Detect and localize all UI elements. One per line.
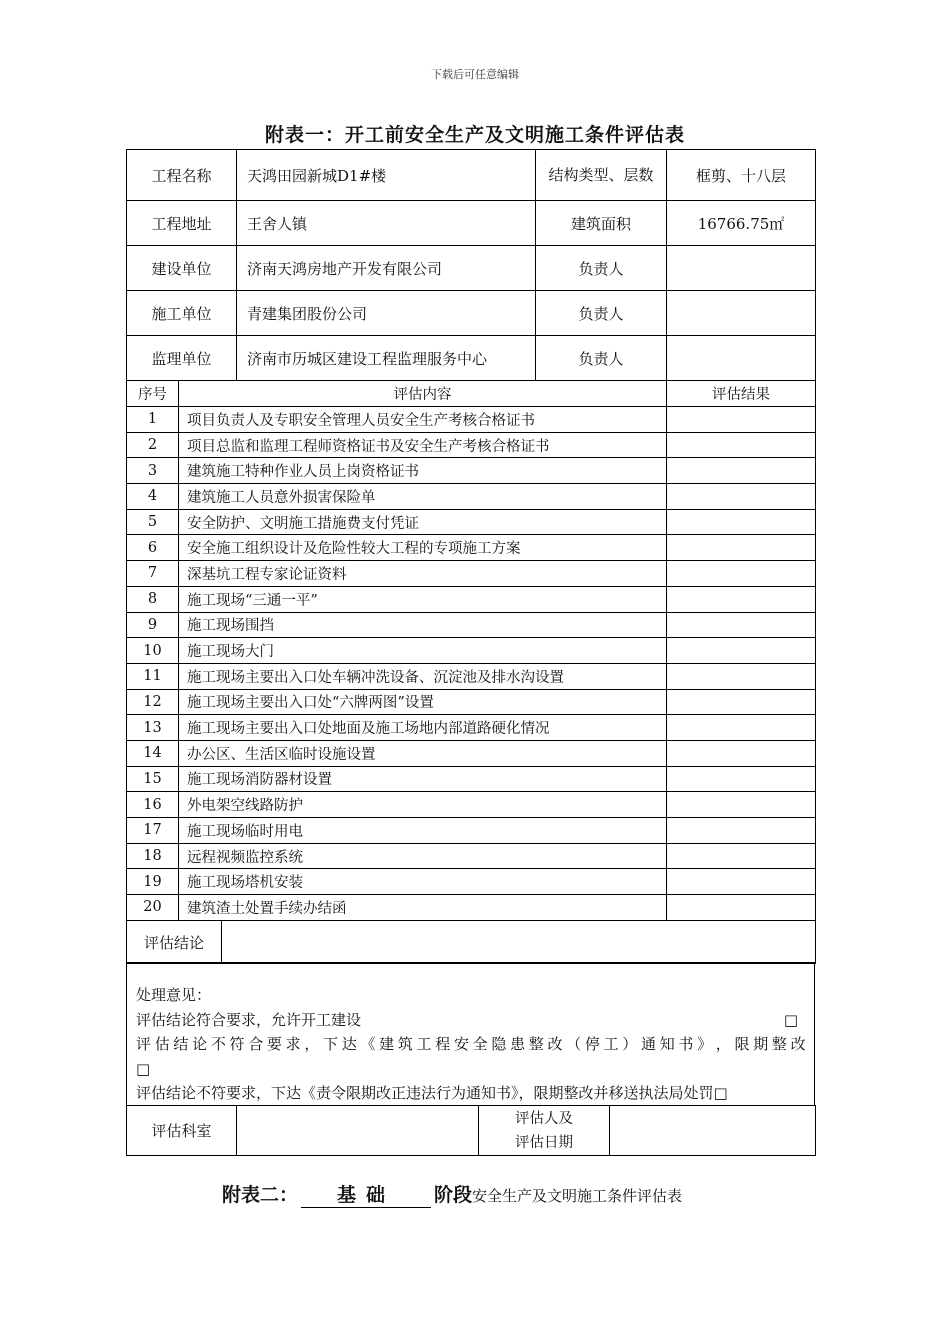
project-info-table <box>126 149 816 381</box>
item-content: 建筑施工特种作业人员上岗资格证书 <box>179 458 667 484</box>
item-content: 施工现场大门 <box>179 638 667 664</box>
item-number: 2 <box>127 432 179 458</box>
item-content: 施工现场消防器材设置 <box>179 766 667 792</box>
assessor-label-line1: 评估人及 <box>515 1110 573 1127</box>
opinion-option-2-char: 改 <box>790 1035 806 1053</box>
item-number: 19 <box>127 869 179 895</box>
conclusion-table <box>126 920 816 964</box>
opinion-option-2-char: 结 <box>173 1035 189 1053</box>
item-result[interactable] <box>667 792 816 818</box>
contractor-label: 施工单位 <box>127 291 237 336</box>
table-row <box>127 509 816 535</box>
watermark-text: 下载后可任意编辑 <box>431 68 519 81</box>
builder-label: 建设单位 <box>127 246 237 291</box>
table-row <box>127 407 816 433</box>
opinion-option-3-text: 评估结论不符要求，下达《责令限期改正违法行为通知书》，限期整改并移送执法局处罚 <box>136 1084 714 1102</box>
supervisor-rep-value[interactable] <box>667 336 816 381</box>
opinion-heading: 处理意见： <box>136 986 212 1004</box>
builder-rep-label: 负责人 <box>536 246 667 291</box>
item-result[interactable] <box>667 458 816 484</box>
sign-table <box>126 1105 816 1156</box>
table-row <box>127 895 816 921</box>
table-row <box>127 766 816 792</box>
opinion-option-2-char: 知 <box>659 1035 675 1053</box>
form2-title <box>222 1180 682 1208</box>
opinion-block <box>126 962 815 1106</box>
item-number: 16 <box>127 792 179 818</box>
assessment-items-table <box>126 380 816 921</box>
item-result[interactable] <box>667 869 816 895</box>
opinion-option-2-char: 安 <box>453 1035 469 1053</box>
opinion-option-2-char: 期 <box>753 1035 769 1053</box>
item-content: 安全防护、文明施工措施费支付凭证 <box>179 509 667 535</box>
structure-value: 框剪、十八层 <box>667 150 816 201</box>
item-number: 10 <box>127 638 179 664</box>
opinion-option-2-char: 不 <box>210 1035 226 1053</box>
opinion-option-2-char: 估 <box>154 1035 170 1053</box>
opinion-option-2-char: 论 <box>192 1035 208 1053</box>
table-row <box>127 869 816 895</box>
structure-label: 结构类型、层数 <box>536 150 667 201</box>
item-result[interactable] <box>667 407 816 433</box>
opinion-option-2-char: 整 <box>771 1035 787 1053</box>
item-content: 施工现场主要出入口处“六牌两图”设置 <box>179 689 667 715</box>
opinion-option-2-char: 》 <box>697 1035 713 1053</box>
item-content: 施工现场主要出入口处车辆冲洗设备、沉淀池及排水沟设置 <box>179 663 667 689</box>
table-row <box>127 792 816 818</box>
contractor-rep-label: 负责人 <box>536 291 667 336</box>
opinion-option-2-char: 通 <box>640 1035 656 1053</box>
item-result[interactable] <box>667 895 816 921</box>
opinion-option-2-char: 停 <box>584 1035 600 1053</box>
table-row <box>127 663 816 689</box>
supervisor-label: 监理单位 <box>127 336 237 381</box>
item-result[interactable] <box>667 432 816 458</box>
item-content: 远程视频监控系统 <box>179 843 667 869</box>
item-number: 1 <box>127 407 179 433</box>
table-row <box>127 458 816 484</box>
dept-label: 评估科室 <box>127 1106 237 1156</box>
item-result[interactable] <box>667 818 816 844</box>
opinion-option-2-char: 筑 <box>397 1035 413 1053</box>
table-row <box>127 740 816 766</box>
table-row <box>127 843 816 869</box>
item-number: 17 <box>127 818 179 844</box>
table-row <box>127 484 816 510</box>
opinion-option-2-char: 下 <box>323 1035 339 1053</box>
contractor-rep-value[interactable] <box>667 291 816 336</box>
col-header-content: 评估内容 <box>179 381 667 407</box>
item-number: 4 <box>127 484 179 510</box>
opinion-option-2-char: （ <box>566 1035 582 1053</box>
opinion-option-1-text: 评估结论符合要求，允许开工建设 <box>136 1010 362 1029</box>
item-result[interactable] <box>667 766 816 792</box>
item-content: 施工现场临时用电 <box>179 818 667 844</box>
opinion-option-2-char: 患 <box>510 1035 526 1053</box>
item-result[interactable] <box>667 638 816 664</box>
item-number: 3 <box>127 458 179 484</box>
contractor-value: 青建集团股份公司 <box>237 291 536 336</box>
table-row <box>127 535 816 561</box>
item-number: 5 <box>127 509 179 535</box>
table-row <box>127 689 816 715</box>
form2-title-tail: 安全生产及文明施工条件评估表 <box>472 1187 683 1205</box>
opinion-option-2-char: 达 <box>341 1035 357 1053</box>
opinion-option-2-checkbox[interactable]: □ <box>136 1059 151 1078</box>
item-result[interactable] <box>667 715 816 741</box>
table-row <box>127 715 816 741</box>
item-content: 施工现场主要出入口处地面及施工场地内部道路硬化情况 <box>179 715 667 741</box>
item-number: 12 <box>127 689 179 715</box>
opinion-option-1-checkbox[interactable]: □ <box>783 1010 798 1029</box>
opinion-option-2-char: 整 <box>528 1035 544 1053</box>
supervisor-rep-label: 负责人 <box>536 336 667 381</box>
item-content: 施工现场围挡 <box>179 612 667 638</box>
item-number: 8 <box>127 586 179 612</box>
opinion-option-2-char: 书 <box>678 1035 694 1053</box>
item-number: 13 <box>127 715 179 741</box>
item-number: 11 <box>127 663 179 689</box>
item-number: 9 <box>127 612 179 638</box>
address-label: 工程地址 <box>127 201 237 246</box>
opinion-option-3-checkbox[interactable]: □ <box>713 1084 728 1102</box>
conclusion-value[interactable] <box>222 921 816 964</box>
item-content: 安全施工组织设计及危险性较大工程的专项施工方案 <box>179 535 667 561</box>
form2-stage-field[interactable]: 基础 <box>301 1180 431 1208</box>
opinion-option-2-char: 《 <box>360 1035 376 1053</box>
assessor-label-line2: 评估日期 <box>515 1134 573 1151</box>
opinion-option-2-char: ， <box>304 1035 320 1053</box>
item-content: 项目负责人及专职安全管理人员安全生产考核合格证书 <box>179 407 667 433</box>
item-content: 项目总监和监理工程师资格证书及安全生产考核合格证书 <box>179 432 667 458</box>
opinion-option-2-text <box>136 1032 806 1057</box>
item-number: 18 <box>127 843 179 869</box>
table-row <box>127 818 816 844</box>
item-result[interactable] <box>667 689 816 715</box>
col-header-result: 评估结果 <box>667 381 816 407</box>
table-row <box>127 638 816 664</box>
item-content: 建筑施工人员意外损害保险单 <box>179 484 667 510</box>
item-result[interactable] <box>667 843 816 869</box>
assessor-value[interactable] <box>610 1106 816 1156</box>
table-row <box>127 612 816 638</box>
form1-title: 附表一：开工前安全生产及文明施工条件评估表 <box>264 124 685 146</box>
item-number: 6 <box>127 535 179 561</box>
opinion-option-2-char: ， <box>715 1035 731 1053</box>
opinion-option-2-char: 符 <box>229 1035 245 1053</box>
item-content: 建筑渣土处置手续办结函 <box>179 895 667 921</box>
item-content: 深基坑工程专家论证资料 <box>179 561 667 587</box>
item-number: 15 <box>127 766 179 792</box>
item-result[interactable] <box>667 663 816 689</box>
opinion-option-2-char: 评 <box>136 1035 152 1053</box>
table-row <box>127 586 816 612</box>
opinion-option-2-char: 限 <box>734 1035 750 1053</box>
opinion-option-2-char: 程 <box>435 1035 451 1053</box>
item-result[interactable] <box>667 740 816 766</box>
item-result[interactable] <box>667 509 816 535</box>
address-value: 王舍人镇 <box>237 201 536 246</box>
item-content: 外电架空线路防护 <box>179 792 667 818</box>
form2-title-prefix: 附表二： <box>222 1184 299 1206</box>
dept-value[interactable] <box>237 1106 479 1156</box>
project-name-label: 工程名称 <box>127 150 237 201</box>
item-result[interactable] <box>667 612 816 638</box>
item-number: 20 <box>127 895 179 921</box>
opinion-option-1[interactable] <box>136 1008 806 1033</box>
opinion-option-2-char: 工 <box>416 1035 432 1053</box>
item-content: 办公区、生活区临时设施设置 <box>179 740 667 766</box>
opinion-option-2-char: 要 <box>266 1035 282 1053</box>
item-content: 施工现场塔机安装 <box>179 869 667 895</box>
opinion-option-2-char: 建 <box>379 1035 395 1053</box>
builder-value: 济南天鸿房地产开发有限公司 <box>237 246 536 291</box>
opinion-option-2-char: 合 <box>248 1035 264 1053</box>
item-content: 施工现场“三通一平” <box>179 586 667 612</box>
item-result[interactable] <box>667 561 816 587</box>
assessor-label <box>479 1106 610 1156</box>
item-number: 14 <box>127 740 179 766</box>
builder-rep-value[interactable] <box>667 246 816 291</box>
opinion-option-2-char: 全 <box>472 1035 488 1053</box>
item-result[interactable] <box>667 484 816 510</box>
table-row <box>127 432 816 458</box>
area-value: 16766.75㎡ <box>667 201 816 246</box>
item-result[interactable] <box>667 535 816 561</box>
table-row <box>127 561 816 587</box>
supervisor-value: 济南市历城区建设工程监理服务中心 <box>237 336 536 381</box>
opinion-option-2-char: 隐 <box>491 1035 507 1053</box>
opinion-option-2-checkbox-line[interactable] <box>136 1057 806 1082</box>
area-label: 建筑面积 <box>536 201 667 246</box>
opinion-option-2-char: ） <box>622 1035 638 1053</box>
form2-stage-suffix: 阶段 <box>434 1184 473 1206</box>
opinion-option-3[interactable] <box>136 1081 806 1106</box>
conclusion-label: 评估结论 <box>127 921 222 964</box>
col-header-no: 序号 <box>127 381 179 407</box>
project-name-value: 天鸿田园新城D1#楼 <box>237 150 536 201</box>
opinion-option-2-char: 求 <box>285 1035 301 1053</box>
item-result[interactable] <box>667 586 816 612</box>
opinion-option-2-char: 工 <box>603 1035 619 1053</box>
item-number: 7 <box>127 561 179 587</box>
opinion-option-2-char: 改 <box>547 1035 563 1053</box>
